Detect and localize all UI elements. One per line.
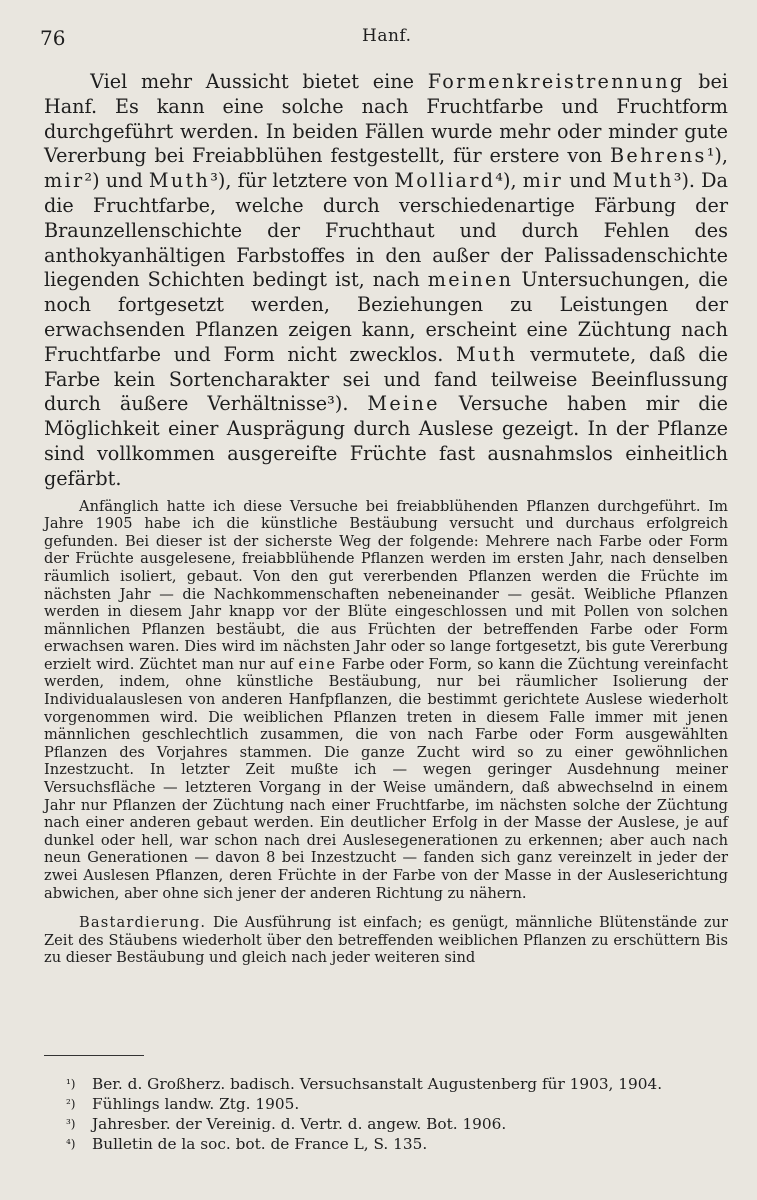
footnote-mark: ¹) <box>66 1077 76 1091</box>
text-run: Farbe oder Form, so kann die Züchtung vereinfacht werden, indem, ohne künstliche Bestäubung, nur bei räumlicher Isolierung der Individualauslesen von anderen Hanfpflanzen, die bestimmt gerichtete Auslese wiederholt vorgenommen wird. Die weiblichen Pflanzen treten in diesem Falle immer mit jenen männlichen geschlechtlich zusammen, die von nach Farbe oder Form ausgewählten Pflanzen des Vorjahres stammen. Die ganze Zucht wird so zu einer gewöhnlichen Inzestzucht. In letzter Zeit mußte ich — wegen geringer Ausdehnung meiner Versuchsfläche — letzteren Vorgang in der Weise umändern, daß abwechselnd in einem Jahr nur Pflanzen der Züchtung nach einer Fruchtfarbe, im nächsten solche der Züchtung nach einer anderen gebaut werden. Ein deutlicher Erfolg in der Masse der Auslese, je auf dunkel oder hell, war schon nach drei Auslesegenerationen zu erkennen; aber auch nach neun Generationen — davon 8 bei Inzestzucht — fanden sich ganz vereinzelt in jeder der zwei Auslesen Pflanzen, deren Früchte in der Farbe von der Masse in der Ausleserichtung abwichen, aber ohne sich jener der anderen Richtung zu nähern. <box>44 655 728 902</box>
running-title: Hanf. <box>362 26 412 46</box>
text-run: Anfänglich hatte ich diese Versuche bei freiabblühenden Pflanzen durchgeführt. Im Jahre 1905 habe ich die künstliche Bestäubung versucht und durchaus erfolgreich gefunden. Bei dieser ist der sicherste Weg der folgende: Mehrere nach Farbe oder Form der Früchte ausgelesene, freiabblühende Pflanzen werden im ersten Jahr, nach denselben räumlich isoliert, gebaut. Von den gut vererbenden Pflanzen werden die Früchte im nächsten Jahr — die Nachkommenschaften nebeneinander — gesät. Weibliche Pflanzen werden in diesem Jahr knapp vor der Blüte eingeschlossen und mit Pollen von solchen männlichen Pflanzen bestäubt, die aus Früchten der betreffenden Farbe oder Form erwachsen waren. Dies wird im nächsten Jahr oder so lange fortgesetzt, bis gute Vererbung erzielt wird. Züchtet man nur auf <box>44 497 728 673</box>
text-run: bei Hanf. Es kann eine solche nach Fruchtfarbe und Fruchtform durchgeführt werden. In beiden Fällen wurde mehr oder minder gute Vererbung bei Freiabblühen festgestellt, für erstere von <box>44 70 728 168</box>
footnote-text: Bulletin de la soc. bot. de France L, S. 135. <box>92 1135 428 1153</box>
footnote <box>66 1094 732 1114</box>
page-header <box>40 26 717 54</box>
footnote <box>66 1114 732 1134</box>
footnotes <box>66 1074 732 1154</box>
author-name: Muth <box>148 169 211 193</box>
text-run: ³). Da die Fruchtfarbe, welche durch verschiedenartige Färbung der Braunzellenschichte der Fruchthaut und durch Fehlen des anthokyanhältigen Farbstoffes in den außer der Palissadenschichte liegenden Schichten bedingt ist, nach <box>44 169 728 292</box>
footnote-text: Jahresber. der Vereinig. d. Vertr. d. angew. Bot. 1906. <box>92 1115 507 1133</box>
text-run: ¹), <box>706 144 728 168</box>
footnote-divider <box>44 1055 144 1056</box>
text-run: Untersuchungen, die noch fortgesetzt werden, Beziehungen zu Leistungen der erwachsenden Pflanzen zeigen kann, erscheint eine Züchtung nach Fruchtfarbe und Form nicht zwecklos. <box>44 268 728 366</box>
author-name: Behrens <box>610 144 707 168</box>
text-run: Die Ausführung ist einfach; es genügt, männliche Blütenstände zur Zeit des Stäubens wiederholt über den betreffenden weiblichen Pflanzen zu erschüttern Bis zu dieser Bestäubung und gleich nach jeder weiteren sind <box>44 914 728 967</box>
spaced-term: meinen <box>427 268 514 292</box>
bastardierung-paragraph <box>44 914 728 967</box>
text-run: Viel mehr Aussicht bietet eine <box>90 70 414 93</box>
footnote <box>66 1134 732 1154</box>
footnote-mark: ⁴) <box>66 1137 76 1151</box>
author-name: Molliard <box>394 169 496 193</box>
spaced-term: eine <box>298 655 337 673</box>
small-print-paragraph <box>44 498 728 903</box>
text-run: ²) und <box>84 169 149 193</box>
section-lead: Bastardierung. <box>79 914 207 932</box>
author-name: mir <box>522 169 564 193</box>
footnote-text: Ber. d. Großherz. badisch. Versuchsanstalt Augustenberg für 1903, 1904. <box>92 1075 663 1093</box>
spaced-term: Meine <box>367 392 440 416</box>
text-run: vermutete, daß die Farbe kein Sortencharakter sei und fand teilweise Beeinflussung durch äußere Verhältnisse³). <box>44 342 728 416</box>
text-run: ⁴), <box>495 169 523 193</box>
page-number: 76 <box>40 26 66 50</box>
footnote-mark: ³) <box>66 1117 76 1131</box>
author-name: Muth <box>612 169 674 193</box>
text-run: ³), für letztere von <box>210 169 395 193</box>
author-name: mir <box>44 169 85 193</box>
main-paragraph <box>44 70 728 492</box>
footnote <box>66 1074 732 1094</box>
text-run: Versuche haben mir die Möglichkeit einer Ausprägung durch Auslese gezeigt. In der Pflanze sind vollkommen ausgereifte Früchte fast ausnahmslos einheitlich gefärbt. <box>44 392 728 490</box>
footnote-text: Fühlings landw. Ztg. 1905. <box>92 1095 300 1113</box>
author-name: Muth <box>456 342 518 366</box>
spaced-term: Formenkreistrennung <box>427 70 685 93</box>
text-run: und <box>563 169 613 193</box>
footnote-mark: ²) <box>66 1097 76 1111</box>
body-text <box>44 70 728 967</box>
